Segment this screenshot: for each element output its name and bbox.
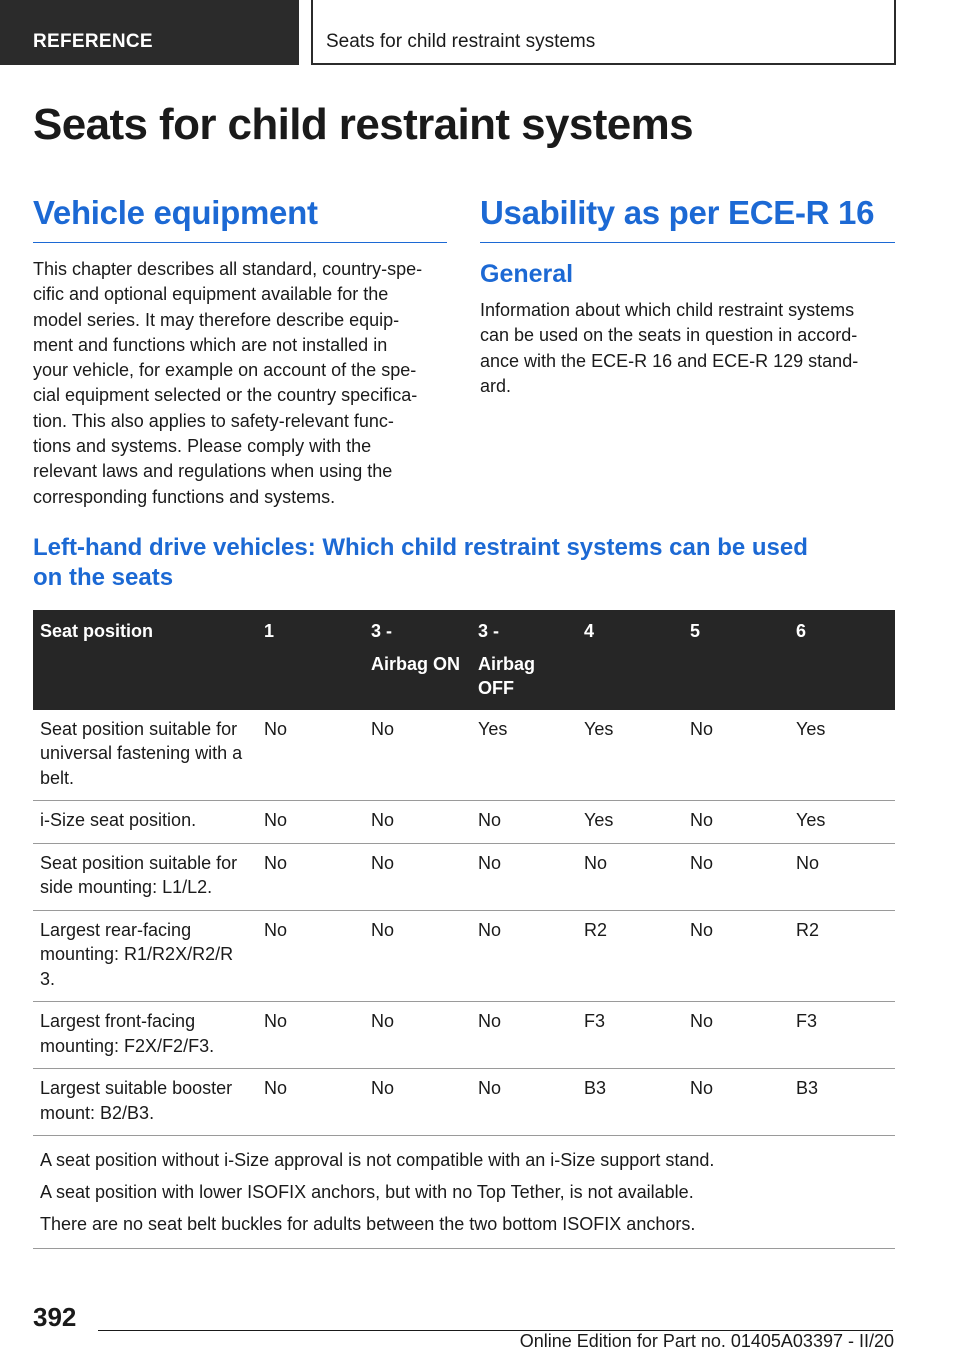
- table-row: [33, 1002, 895, 1069]
- table-cell: No: [683, 1069, 789, 1136]
- table-cell: No: [364, 843, 471, 910]
- vehicle-equipment-line: corresponding functions and systems.: [33, 486, 336, 507]
- general-subheading: General: [480, 260, 574, 288]
- table-cell: Largest rear-facing mounting: R1/R2X/R2/R 3.: [33, 910, 257, 1002]
- table-cell: Yes: [471, 710, 577, 801]
- header-seat-4: 4: [577, 610, 683, 710]
- table-cell: B3: [577, 1069, 683, 1136]
- header-chapter-label: Seats for child restraint systems: [326, 31, 596, 52]
- table-note: A seat position with lower ISOFIX anchors, but with no Top Tether, is not available.: [40, 1182, 694, 1202]
- table-cell: No: [471, 801, 577, 844]
- page-number: 392: [33, 1302, 77, 1332]
- header-seat-position: Seat position: [33, 610, 257, 710]
- lhd-heading-line: on the seats: [33, 564, 174, 591]
- vehicle-equipment-line: ment and functions which are not installed in: [33, 334, 388, 355]
- table-row: [33, 843, 895, 910]
- header-seat-3-airbag-on: 3 - Airbag ON: [364, 610, 471, 710]
- vehicle-equipment-line: This chapter describes all standard, country-spe‐: [33, 259, 423, 279]
- seat-table: [33, 610, 895, 1249]
- table-cell: No: [257, 801, 364, 844]
- table-cell: No: [683, 801, 789, 844]
- vehicle-equipment-line: tions and systems. Please comply with the: [33, 436, 372, 457]
- table-cell: No: [364, 910, 471, 1002]
- usability-text: [480, 298, 900, 399]
- table-cell: i-Size seat position.: [33, 801, 257, 844]
- table-cell: No: [364, 1069, 471, 1136]
- table-cell: No: [257, 710, 364, 801]
- table-cell: Yes: [789, 710, 895, 801]
- table-cell: No: [364, 1002, 471, 1069]
- table-cell: Seat position suitable for universal fastening with a belt.: [33, 710, 257, 801]
- lhd-section-heading: [33, 533, 893, 593]
- table-row: [33, 910, 895, 1002]
- table-cell: R2: [789, 910, 895, 1002]
- table-cell: No: [683, 1002, 789, 1069]
- table-row: [33, 710, 895, 801]
- page-title: Seats for child restraint systems: [33, 100, 694, 149]
- table-row: [33, 801, 895, 844]
- table-cell: No: [683, 910, 789, 1002]
- vehicle-equipment-line: cial equipment selected or the country specifica‐: [33, 385, 418, 406]
- table-cell: Seat position suitable for side mounting: L1/L2.: [33, 843, 257, 910]
- table-cell: No: [257, 1002, 364, 1069]
- table-row: [33, 1069, 895, 1136]
- table-cell: No: [257, 1069, 364, 1136]
- table-cell: No: [257, 843, 364, 910]
- table-note: There are no seat belt buckles for adults between the two bottom ISOFIX anchors.: [40, 1214, 696, 1234]
- table-cell: No: [789, 843, 895, 910]
- usability-line: ance with the ECE-R 16 and ECE-R 129 stand‐: [480, 350, 859, 371]
- table-header-row: [33, 610, 895, 710]
- usability-line: ard.: [480, 375, 512, 396]
- lhd-heading-line: Left-hand drive vehicles: Which child restraint systems can be used: [33, 534, 808, 561]
- table-cell: No: [471, 843, 577, 910]
- table-cell: No: [577, 843, 683, 910]
- vehicle-equipment-heading: Vehicle equipment: [33, 194, 447, 243]
- header-seat-3-airbag-off: 3 - Airbag OFF: [471, 610, 577, 710]
- table-cell: Largest front-facing mounting: F2X/F2/F3.: [33, 1002, 257, 1069]
- vehicle-equipment-line: model series. It may therefore describe equip‐: [33, 309, 400, 330]
- table-cell: No: [471, 1069, 577, 1136]
- vehicle-equipment-line: tion. This also applies to safety-relevant func‐: [33, 410, 394, 431]
- table-cell: No: [683, 843, 789, 910]
- table-cell: B3: [789, 1069, 895, 1136]
- table-cell: No: [257, 910, 364, 1002]
- table-note: A seat position without i-Size approval is not compatible with an i-Size support stand.: [40, 1150, 715, 1170]
- usability-line: can be used on the seats in question in accord‐: [480, 325, 858, 346]
- table-notes-row: [33, 1136, 895, 1249]
- vehicle-equipment-text: [33, 257, 453, 510]
- header-section-label: REFERENCE: [33, 31, 153, 52]
- table-cell: No: [364, 801, 471, 844]
- header-section-tab: [0, 0, 299, 65]
- header-seat-5: 5: [683, 610, 789, 710]
- vehicle-equipment-line: your vehicle, for example on account of the spe‐: [33, 360, 417, 381]
- table-cell: No: [683, 710, 789, 801]
- header-seat-1: 1: [257, 610, 364, 710]
- table-cell: No: [471, 1002, 577, 1069]
- header-chapter-tab: [311, 0, 896, 65]
- footer-edition: Online Edition for Part no. 01405A03397 - II/20: [519, 1331, 894, 1351]
- table-cell: No: [471, 910, 577, 1002]
- usability-heading: Usability as per ECE-R 16: [480, 194, 895, 243]
- table-notes-cell: [33, 1136, 895, 1249]
- table-cell: Largest suitable booster mount: B2/B3.: [33, 1069, 257, 1136]
- table-cell: Yes: [789, 801, 895, 844]
- table-cell: Yes: [577, 710, 683, 801]
- vehicle-equipment-line: relevant laws and regulations when using the: [33, 461, 393, 482]
- table-cell: Yes: [577, 801, 683, 844]
- table-cell: F3: [577, 1002, 683, 1069]
- table-cell: R2: [577, 910, 683, 1002]
- usability-line: Information about which child restraint systems: [480, 300, 855, 320]
- vehicle-equipment-line: cific and optional equipment available for the: [33, 284, 389, 305]
- table-cell: F3: [789, 1002, 895, 1069]
- table-cell: No: [364, 710, 471, 801]
- header-seat-6: 6: [789, 610, 895, 710]
